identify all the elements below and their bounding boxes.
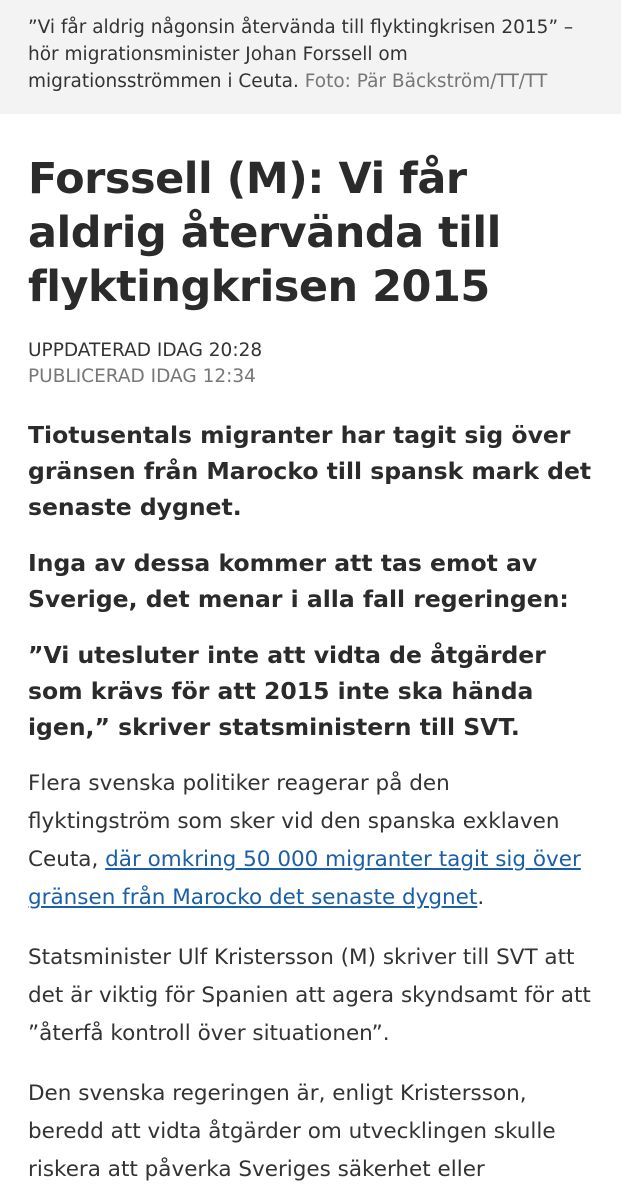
- published-timestamp: PUBLICERAD IDAG 12:34: [28, 366, 256, 387]
- body-paragraph-3: Den svenska regeringen är, enligt Kristersson, beredd att vidta åtgärder om utvecklingen skulle riskera att påverka Sveriges säkerhet eller: [28, 1081, 556, 1182]
- body-paragraph-1: [28, 765, 593, 917]
- ceuta-article-link[interactable]: där omkring 50 000 migranter tagit sig över gränsen från Marocko det senaste dygnet: [28, 847, 581, 910]
- caption-text: ”Vi får aldrig någonsin återvända till flyktingkrisen 2015” – hör migrationsminister Johan Forssell om migrationsströmmen i Ceuta.: [28, 17, 574, 92]
- photo-caption: [0, 0, 621, 114]
- photo-credit: Foto: Pär Bäckström/TT/TT: [304, 71, 548, 92]
- lead-paragraph-1: Tiotusentals migranter har tagit sig över gränsen från Marocko till spansk mark det senaste dygnet.: [28, 421, 592, 521]
- body-paragraph-2: Statsminister Ulf Kristersson (M) skriver till SVT att det är viktig för Spanien att agera skyndsamt för att ”återfå kontroll över situationen”.: [28, 945, 591, 1046]
- lead-paragraph-3: ”Vi utesluter inte att vidta de åtgärder som krävs för att 2015 inte ska hända igen,” skriver statsministern till SVT.: [28, 641, 546, 741]
- article-lead: [28, 417, 593, 745]
- body-paragraph-1-text: Flera svenska politiker reagerar på den flyktingström som sker vid den spanska exklaven Ceuta,: [28, 771, 560, 872]
- body-paragraph-1-end: .: [477, 885, 485, 910]
- updated-timestamp: UPPDATERAD IDAG 20:28: [28, 340, 263, 361]
- article-body: [28, 765, 593, 1189]
- article-headline: Forssell (M): Vi får aldrig återvända till flyktingkrisen 2015: [28, 154, 501, 312]
- article-meta: [28, 338, 593, 390]
- lead-paragraph-2: Inga av dessa kommer att tas emot av Sverige, det menar i alla fall regeringen:: [28, 549, 569, 613]
- article: [0, 152, 621, 1189]
